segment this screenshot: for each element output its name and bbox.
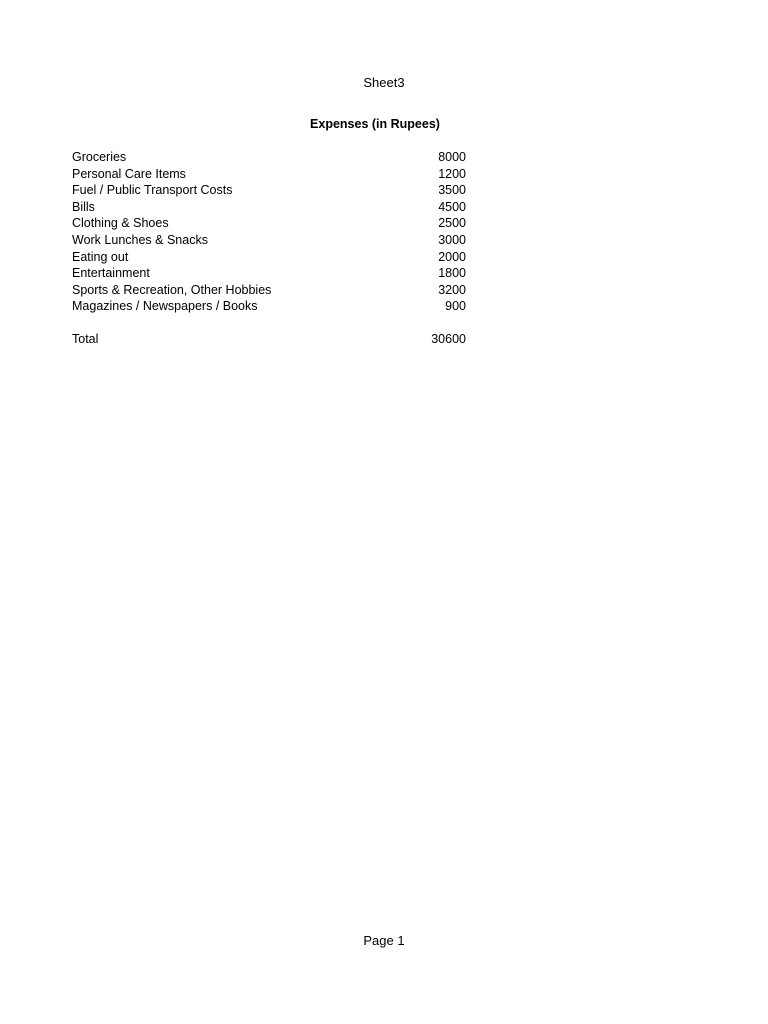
row-value: 2500	[438, 216, 466, 231]
row-value: 3200	[438, 282, 466, 297]
page-number-footer: Page 1	[363, 933, 405, 948]
table-row	[72, 249, 466, 266]
expense-table	[72, 149, 466, 315]
table-row	[72, 182, 466, 199]
row-label: Magazines / Newspapers / Books	[72, 299, 258, 314]
row-label: Personal Care Items	[72, 166, 186, 181]
table-row	[72, 215, 466, 232]
row-label: Entertainment	[72, 266, 150, 281]
table-row	[72, 199, 466, 216]
row-label: Sports & Recreation, Other Hobbies	[72, 282, 272, 297]
row-label: Eating out	[72, 249, 129, 264]
row-value: 3500	[438, 183, 466, 198]
row-value: 900	[445, 299, 466, 314]
total-row	[72, 331, 466, 348]
row-value: 3000	[438, 232, 466, 247]
row-value: 1200	[438, 166, 466, 181]
sheet-name-header: Sheet3	[363, 75, 405, 90]
row-label: Bills	[72, 199, 95, 214]
table-row	[72, 282, 466, 299]
row-label: Fuel / Public Transport Costs	[72, 183, 233, 198]
row-value: 2000	[438, 249, 466, 264]
table-row	[72, 298, 466, 315]
row-value: 1800	[438, 266, 466, 281]
table-title: Expenses (in Rupees)	[310, 117, 440, 131]
row-label: Clothing & Shoes	[72, 216, 169, 231]
table-row	[72, 232, 466, 249]
total-value: 30600	[431, 332, 466, 346]
row-label: Work Lunches & Snacks	[72, 232, 208, 247]
table-row-total	[72, 331, 466, 348]
row-label: Groceries	[72, 150, 127, 164]
total-label: Total	[72, 332, 99, 346]
table-row	[72, 166, 466, 183]
table-row	[72, 149, 466, 166]
table-row	[72, 265, 466, 282]
row-value: 4500	[438, 199, 466, 214]
row-value: 8000	[438, 150, 466, 164]
